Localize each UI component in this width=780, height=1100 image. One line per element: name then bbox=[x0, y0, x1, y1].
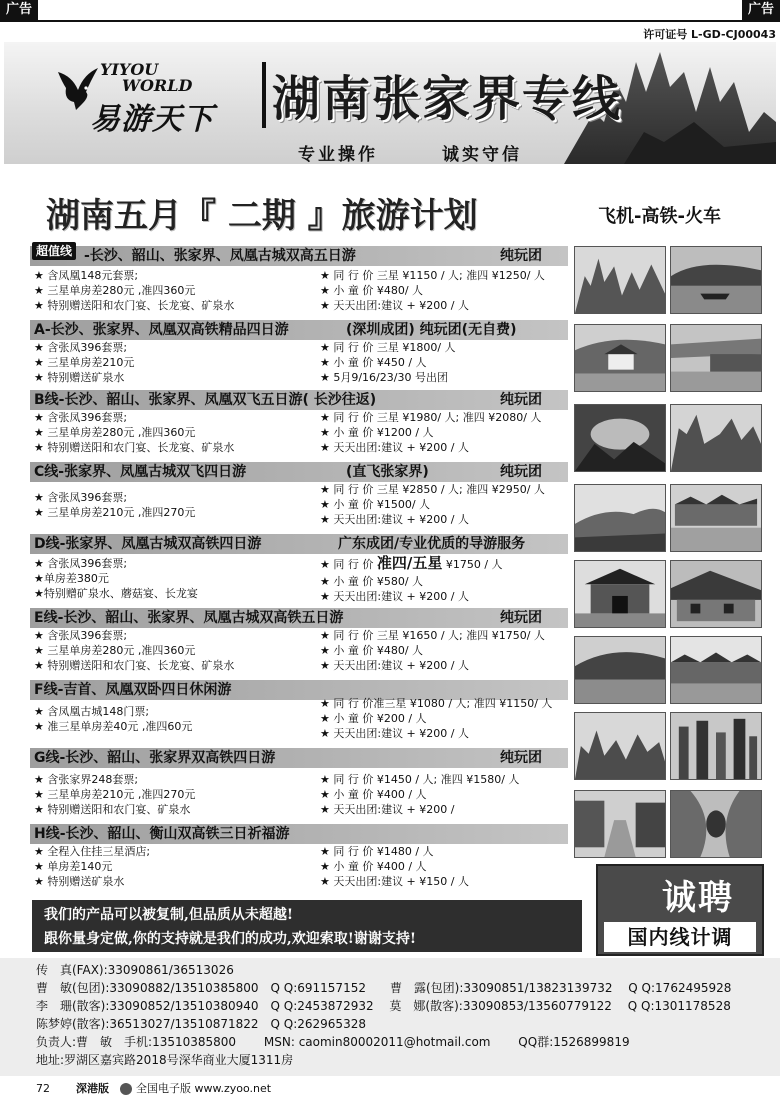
contact-line: 传 真(FAX):33090861/36513026 bbox=[36, 963, 234, 977]
route-price: ★ 同 行 价 三星 ¥1980/ 人; 准四 ¥2080/ 人 bbox=[320, 411, 542, 424]
scenery-photo bbox=[574, 404, 666, 472]
route-header bbox=[30, 320, 568, 340]
route-detail: ★ 含凤凰148元套票; bbox=[34, 269, 139, 282]
route-title: C线-张家界、凤凰古城双飞四日游 bbox=[34, 464, 247, 480]
national-edition: 全国电子版 www.zyoo.net bbox=[136, 1082, 272, 1095]
scenery-photo bbox=[574, 560, 666, 628]
route-detail: ★特别赠矿泉水、蘑菇宴、长龙宴 bbox=[34, 587, 198, 600]
route-header bbox=[30, 608, 568, 628]
route-details-left bbox=[34, 340, 134, 385]
contact-line: 陈梦婷(散客):36513027/13510871822 Q Q:262965328 bbox=[36, 1017, 366, 1031]
route-details-left bbox=[34, 268, 234, 313]
route-details-right bbox=[320, 628, 545, 673]
route-header bbox=[30, 824, 568, 844]
route-price: ★ 天天出团:建议 + ¥200 / 人 bbox=[320, 441, 469, 454]
edition-label: 深港版 bbox=[76, 1082, 109, 1095]
route-tag: (深圳成团) 纯玩团(无自费) bbox=[346, 322, 517, 338]
route-detail: ★ 三星单房差280元 ,准四360元 bbox=[34, 426, 196, 439]
route-title: B线-长沙、韶山、张家界、凤凰双飞五日游( 长沙往返) bbox=[34, 392, 377, 408]
route-details-left bbox=[34, 490, 195, 520]
route-detail: ★ 三星单房差210元 ,准四270元 bbox=[34, 506, 196, 519]
route-detail: ★ 准三星单房差40元 ,准四60元 bbox=[34, 720, 193, 733]
promo-line: 跟你量身定做,你的支持就是我们的成功,欢迎索取!谢谢支持! bbox=[44, 931, 417, 947]
route-extra: 广东成团/专业优质的导游服务 bbox=[338, 536, 526, 552]
route-header bbox=[30, 534, 568, 554]
route-tag: 纯玩团 bbox=[500, 392, 542, 408]
route-price bbox=[320, 554, 503, 574]
route-detail: ★ 特别赠送矿泉水 bbox=[34, 875, 125, 888]
route-details-right bbox=[320, 696, 552, 741]
ad-tag-right: 广告 bbox=[742, 0, 780, 20]
promo-banner bbox=[32, 900, 582, 952]
route-detail: ★单房差380元 bbox=[34, 572, 109, 585]
route-title: -长沙、韶山、张家界、凤凰古城双高五日游 bbox=[84, 248, 356, 264]
route-price: ★ 同 行 价 ¥1450 / 人; 准四 ¥1580/ 人 bbox=[320, 773, 520, 786]
route-detail: ★ 含张凤396套票; bbox=[34, 491, 128, 504]
route-tag: 纯玩团 bbox=[500, 750, 542, 766]
license-number: 许可证号 L-GD-CJ00043 bbox=[643, 28, 776, 41]
route-detail: ★ 特别赠送阳和农门宴、矿泉水 bbox=[34, 803, 191, 816]
top-rule bbox=[0, 20, 780, 22]
route-price: ★ 小 童 价 ¥400 / 人 bbox=[320, 860, 427, 873]
route-detail: ★ 含张凤396套票; bbox=[34, 411, 128, 424]
page-number: 72 bbox=[36, 1082, 50, 1095]
route-detail: ★ 单房差140元 bbox=[34, 860, 113, 873]
route-detail: ★ 特别赠送阳和农门宴、长龙宴、矿泉水 bbox=[34, 659, 235, 672]
scenery-photo bbox=[670, 404, 762, 472]
route-price: ★ 小 童 价 ¥580/ 人 bbox=[320, 575, 424, 588]
slogan-2: 诚实守信 bbox=[442, 145, 522, 165]
price-highlight: 准四/五星 bbox=[376, 554, 443, 572]
logo-english bbox=[100, 62, 192, 94]
route-price: ★ 天天出团:建议 + ¥200 / 人 bbox=[320, 727, 469, 740]
route-price: ★ 小 童 价 ¥1500/ 人 bbox=[320, 498, 431, 511]
route-title: A-长沙、张家界、凤凰双高铁精品四日游 bbox=[34, 322, 289, 338]
scenery-photo bbox=[670, 324, 762, 392]
yiyou-logo bbox=[52, 60, 252, 140]
route-details-right bbox=[320, 772, 519, 817]
route-detail: ★ 三星单房差210元 ,准四270元 bbox=[34, 788, 196, 801]
route-price: ★ 小 童 价 ¥480/ 人 bbox=[320, 644, 424, 657]
price-prefix: ★ 同 行 价 bbox=[320, 558, 377, 571]
route-detail: ★ 全程入住挂三星酒店; bbox=[34, 845, 151, 858]
scenery-photo bbox=[670, 246, 762, 314]
route-price: ★ 同 行 价 三星 ¥1650 / 人; 准四 ¥1750/ 人 bbox=[320, 629, 545, 642]
route-title: H线-长沙、韶山、衡山双高铁三日祈福游 bbox=[34, 826, 290, 842]
route-header bbox=[30, 246, 568, 266]
route-details-right bbox=[320, 844, 469, 889]
scenery-photo bbox=[574, 324, 666, 392]
logo-en-line2: WORLD bbox=[122, 76, 193, 95]
route-detail: ★ 特别赠送阳和农门宴、长龙宴、矿泉水 bbox=[34, 299, 235, 312]
route-detail: ★ 三星单房差280元 ,准四360元 bbox=[34, 284, 196, 297]
route-price: ★ 同 行 价准三星 ¥1080 / 人; 准四 ¥1150/ 人 bbox=[320, 697, 553, 710]
scenery-photo bbox=[670, 484, 762, 552]
route-price: ★ 小 童 价 ¥1200 / 人 bbox=[320, 426, 434, 439]
route-details-right bbox=[320, 410, 541, 455]
route-title: G线-长沙、韶山、张家界双高铁四日游 bbox=[34, 750, 276, 766]
route-price: ★ 小 童 价 ¥400 / 人 bbox=[320, 788, 427, 801]
scenery-photo bbox=[574, 246, 666, 314]
promo-line: 我们的产品可以被复制,但品质从未超越! bbox=[44, 907, 294, 923]
route-tag: 纯玩团 bbox=[500, 464, 542, 480]
route-price: ★ 小 童 价 ¥450 / 人 bbox=[320, 356, 427, 369]
route-detail: ★ 含张凤396套票; bbox=[34, 557, 128, 570]
recruitment-position: 国内线计调 bbox=[604, 922, 756, 952]
route-details-left bbox=[34, 410, 234, 455]
route-details-left bbox=[34, 628, 234, 673]
contact-address: 地址:罗湖区嘉宾路2018号深华商业大厦1311房 bbox=[36, 1053, 294, 1067]
plan-title: 湖南五月『 二期 』旅游计划 bbox=[46, 196, 478, 236]
route-title: D线-张家界、凤凰古城双高铁四日游 bbox=[34, 536, 262, 552]
route-details-right bbox=[320, 554, 503, 604]
route-price: ★ 小 童 价 ¥200 / 人 bbox=[320, 712, 427, 725]
route-detail: ★ 含凤凰古城148门票; bbox=[34, 705, 150, 718]
route-price: ★ 天天出团:建议 + ¥200 / 人 bbox=[320, 513, 469, 526]
route-header bbox=[30, 462, 568, 482]
route-price: ★ 同 行 价 三星 ¥1150 / 人; 准四 ¥1250/ 人 bbox=[320, 269, 545, 282]
recruitment-box bbox=[596, 864, 764, 956]
route-details-left bbox=[34, 556, 198, 601]
route-price: ★ 天天出团:建议 + ¥200 / 人 bbox=[320, 299, 469, 312]
route-detail: ★ 特别赠送矿泉水 bbox=[34, 371, 125, 384]
route-detail: ★ 含张凤396套票; bbox=[34, 629, 128, 642]
route-price: ★ 同 行 价 三星 ¥1800/ 人 bbox=[320, 341, 456, 354]
route-details-right bbox=[320, 340, 456, 385]
scenery-photo bbox=[670, 636, 762, 704]
route-header bbox=[30, 748, 568, 768]
header-title: 湖南张家界专线 bbox=[272, 71, 623, 127]
slogan-1: 专业操作 bbox=[298, 145, 378, 165]
route-price: ★ 小 童 价 ¥480/ 人 bbox=[320, 284, 424, 297]
transport-modes: 飞机-高铁-火车 bbox=[598, 206, 721, 227]
ad-tag-left: 广告 bbox=[0, 0, 38, 20]
route-price: ★ 天天出团:建议 + ¥200 / 人 bbox=[320, 659, 469, 672]
value-line-badge: 超值线 bbox=[32, 242, 76, 260]
header-divider bbox=[262, 62, 266, 128]
scenery-photo bbox=[574, 712, 666, 780]
contact-line: 曹 敏(包团):33090882/13510385800 Q Q:691157152 曹 露(包团):33090851/13823139732 Q Q:1762495928 bbox=[36, 981, 732, 995]
route-details-left bbox=[34, 704, 192, 734]
contact-line: 负责人:曹 敏 手机:13510385800 MSN: caomin80002011@hotmail.com QQ群:1526899819 bbox=[36, 1035, 630, 1049]
logo-chinese: 易游天下 bbox=[90, 102, 214, 137]
route-details-right bbox=[320, 268, 545, 313]
logo-en-line1: YIYOU bbox=[100, 60, 159, 79]
route-details-left bbox=[34, 772, 195, 817]
route-price: ★ 天天出团:建议 + ¥200 / 人 bbox=[320, 590, 469, 603]
route-detail: ★ 三星单房差210元 bbox=[34, 356, 135, 369]
scenery-photo bbox=[670, 712, 762, 780]
route-tag: 纯玩团 bbox=[500, 248, 542, 264]
route-header bbox=[30, 390, 568, 410]
route-price: ★ 同 行 价 ¥1480 / 人 bbox=[320, 845, 434, 858]
scenery-photo bbox=[670, 560, 762, 628]
route-price: ★ 天天出团:建议 + ¥200 / bbox=[320, 803, 455, 816]
route-detail: ★ 含张凤396套票; bbox=[34, 341, 128, 354]
globe-icon bbox=[120, 1083, 132, 1095]
route-title: E线-长沙、韶山、张家界、凤凰古城双高铁五日游 bbox=[34, 610, 344, 626]
scenery-photo bbox=[574, 790, 666, 858]
price-suffix: ¥1750 / 人 bbox=[442, 558, 503, 571]
recruitment-title: 诚聘 bbox=[662, 878, 734, 918]
scenery-photo bbox=[670, 790, 762, 858]
route-detail: ★ 含张家界248套票; bbox=[34, 773, 139, 786]
route-title: F线-吉首、凤凰双卧四日休闲游 bbox=[34, 682, 232, 698]
route-tag: 纯玩团 bbox=[500, 610, 542, 626]
route-extra: (直飞张家界) bbox=[346, 464, 429, 480]
scenery-photo bbox=[574, 484, 666, 552]
page-footer bbox=[0, 1078, 780, 1100]
route-details-right bbox=[320, 482, 545, 527]
route-detail: ★ 三星单房差280元 ,准四360元 bbox=[34, 644, 196, 657]
contact-line: 李 珊(散客):33090852/13510380940 Q Q:2453872932 莫 娜(散客):33090853/13560779122 Q Q:1301178528 bbox=[36, 999, 731, 1013]
route-price: ★ 天天出团:建议 + ¥150 / 人 bbox=[320, 875, 469, 888]
scenery-photo bbox=[574, 636, 666, 704]
route-price: ★ 5月9/16/23/30 号出团 bbox=[320, 371, 448, 384]
route-detail: ★ 特别赠送阳和农门宴、长龙宴、矿泉水 bbox=[34, 441, 235, 454]
route-details-left bbox=[34, 844, 150, 889]
route-price: ★ 同 行 价 三星 ¥2850 / 人; 准四 ¥2950/ 人 bbox=[320, 483, 545, 496]
